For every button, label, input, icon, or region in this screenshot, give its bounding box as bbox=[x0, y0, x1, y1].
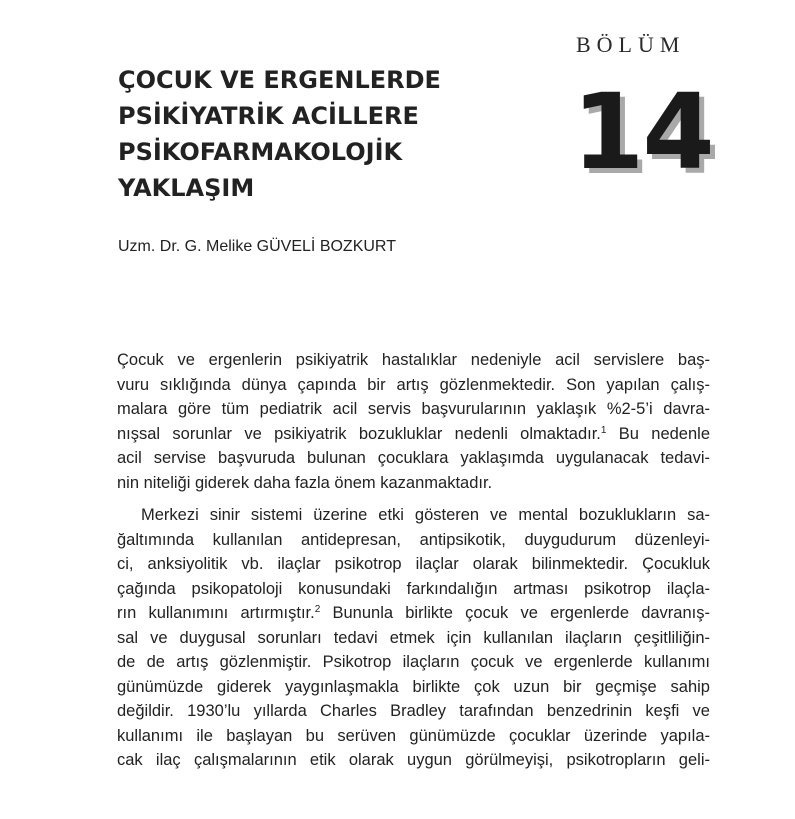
chapter-title-line: ÇOCUK VE ERGENLERDE bbox=[118, 66, 441, 94]
paragraph-1 bbox=[117, 348, 710, 495]
text-line: kullanımı ile başlayan bu serüven günümüzde çocuklar üzerinde yapıla- bbox=[117, 726, 710, 745]
text-line: sal ve duygusal sorunları tedavi etmek için kullanılan ilaçların çeşitliliğin- bbox=[117, 628, 710, 647]
reference-2: 2 bbox=[314, 604, 321, 615]
text-line: de de artış gözlenmiştir. Psikotrop ilaçların çocuk ve ergenlerde kullanımı bbox=[117, 653, 710, 671]
text-line: ğaltımında kullanılan antidepresan, antipsikotik, duygudurum düzenleyi- bbox=[117, 530, 710, 549]
paragraph-2 bbox=[117, 503, 710, 773]
body-text bbox=[117, 348, 710, 773]
text-line: vuru sıklığında dünya çapında bir artış gözlenmektedir. Son yapılan çalış- bbox=[117, 375, 710, 394]
text-line: ci, anksiyolitik vb. ilaçlar psikotrop ilaçlar olarak bilinmektedir. Çocukluk bbox=[117, 555, 710, 573]
chapter-title-line: PSİKİYATRİK ACİLLERE bbox=[118, 102, 419, 130]
text-line: nin niteliği giderek daha fazla önem kazanmaktadır. bbox=[117, 473, 493, 492]
text-line bbox=[117, 601, 710, 626]
text-line: acil servise başvuruda bulunan çocuklara yaklaşımda uygulanacak tedavi- bbox=[117, 449, 710, 467]
chapter-label: BÖLÜM bbox=[576, 32, 686, 57]
text-line bbox=[117, 422, 710, 447]
text-fragment: nışsal sorunlar ve psikiyatrik bozukluklar nedenli olmaktadır. bbox=[117, 424, 601, 443]
author-name: Uzm. Dr. G. Melike GÜVELİ BOZKURT bbox=[118, 238, 396, 255]
text-fragment: rın kullanımını artırmıştır. bbox=[117, 604, 315, 622]
text-line: çağında psikopatoloji konusundaki farkındalığın artması psikotrop ilaçla- bbox=[117, 579, 710, 598]
text-line: Merkezi sinir sistemi üzerine etki gösteren ve mental bozuklukların sa- bbox=[141, 506, 710, 524]
text-line: malara göre tüm pediatrik acil servis başvurularının yaklaşık %2-5’i davra- bbox=[117, 400, 710, 418]
text-line: Çocuk ve ergenlerin psikiyatrik hastalıklar nedeniyle acil servislere baş- bbox=[117, 351, 710, 369]
chapter-title-line: YAKLAŞIM bbox=[118, 174, 255, 202]
reference-1: 1 bbox=[600, 424, 607, 436]
text-fragment: Bununla birlikte çocuk ve ergenlerde davranış- bbox=[320, 604, 710, 622]
chapter-title-line: PSİKOFARMAKOLOJİK bbox=[118, 138, 403, 166]
text-line: değildir. 1930’lu yıllarda Charles Bradley tarafından benzedrinin keşfi ve bbox=[117, 702, 710, 720]
chapter-number: 14 bbox=[572, 71, 713, 193]
text-line: günümüzde giderek yaygınlaşmakla birlikte çok uzun bir geçmişe sahip bbox=[117, 677, 710, 696]
text-fragment: Bu nedenle bbox=[606, 424, 711, 443]
chapter-title bbox=[118, 62, 548, 206]
text-line: cak ilaç çalışmalarının etik olarak uygun görülmeyişi, psikotropların geli- bbox=[117, 751, 710, 769]
